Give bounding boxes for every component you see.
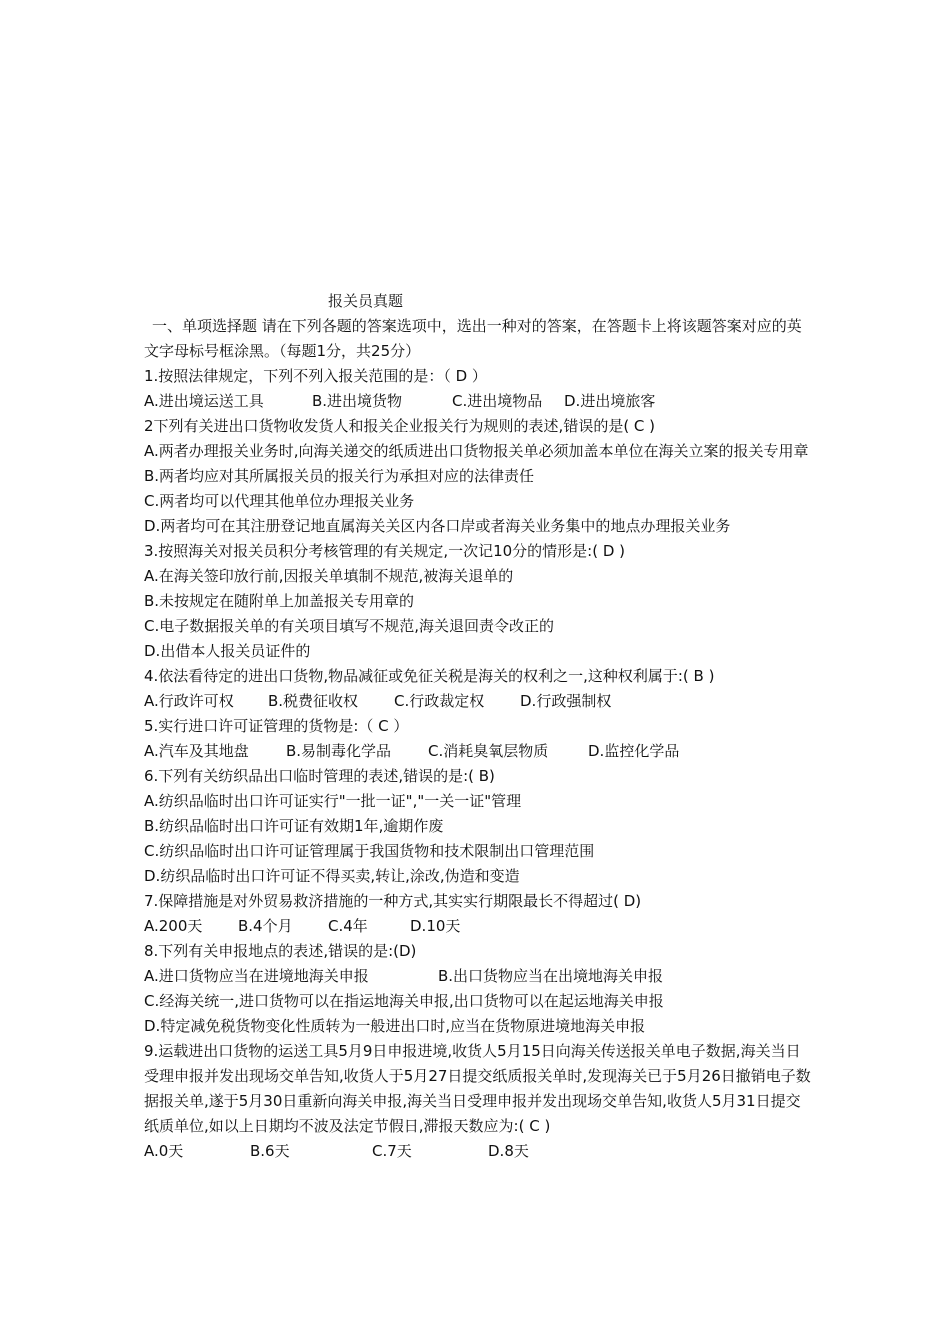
option-b: B.纺织品临时出口许可证有效期1年,逾期作废 bbox=[144, 817, 444, 835]
option-a: A.行政许可权 bbox=[144, 692, 234, 710]
option-c: C.纺织品临时出口许可证管理属于我国货物和技术限制出口管理范围 bbox=[144, 842, 595, 860]
option-c: C.进出境物品 bbox=[452, 392, 543, 410]
option-d: D.8天 bbox=[488, 1142, 529, 1160]
option-a: A.纺织品临时出口许可证实行"一批一证","一关一证"管理 bbox=[144, 792, 522, 810]
question-6: 6.下列有关纺织品出口临时管理的表述,错误的是:( B) bbox=[144, 767, 495, 785]
option-c: C.行政裁定权 bbox=[394, 692, 485, 710]
option-c: C.经海关统一,进口货物可以在指运地海关申报,出口货物可以在起运地海关申报 bbox=[144, 992, 664, 1010]
option-d: D.纺织品临时出口许可证不得买卖,转让,涂改,伪造和变造 bbox=[144, 867, 520, 885]
option-a: A.汽车及其地盘 bbox=[144, 742, 249, 760]
question-4-options bbox=[144, 689, 814, 714]
section-intro: 一、单项选择题 请在下列各题的答案选项中，选出一种对的答案，在答题卡上将该题答案对应的英文字母标号框涂黑。（每题1分，共25分） bbox=[144, 317, 802, 360]
question-7: 7.保障措施是对外贸易救济措施的一种方式,其实实行期限最长不得超过( D) bbox=[144, 892, 642, 910]
option-b: B.税费征收权 bbox=[268, 692, 359, 710]
option-a: A.进口货物应当在进境地海关申报 bbox=[144, 967, 369, 985]
option-b: B.6天 bbox=[250, 1142, 290, 1160]
question-8-options-ab bbox=[144, 964, 814, 989]
option-c: C.4年 bbox=[328, 917, 368, 935]
question-1: 1.按照法律规定，下列不列入报关范围的是：（ D ） bbox=[144, 367, 487, 385]
option-c: C.7天 bbox=[372, 1142, 412, 1160]
option-a: A.0天 bbox=[144, 1142, 184, 1160]
option-a: A.两者办理报关业务时,向海关递交的纸质进出口货物报关单必须加盖本单位在海关立案的报关专用章 bbox=[144, 442, 809, 460]
option-d: D.进出境旅客 bbox=[564, 392, 656, 410]
option-d: D.特定减免税货物变化性质转为一般进出口时,应当在货物原进境地海关申报 bbox=[144, 1017, 646, 1035]
question-1-options bbox=[144, 389, 814, 414]
question-4: 4.依法看待定的进出口货物,物品减征或免征关税是海关的权利之一,这种权利属于:( B ) bbox=[144, 667, 715, 685]
option-a: A.200天 bbox=[144, 917, 203, 935]
option-c: C.电子数据报关单的有关项目填写不规范,海关退回责令改正的 bbox=[144, 617, 555, 635]
option-d: D.监控化学品 bbox=[588, 742, 680, 760]
option-b: B.4个月 bbox=[238, 917, 293, 935]
option-b: B.进出境货物 bbox=[312, 392, 403, 410]
option-d: D.出借本人报关员证件的 bbox=[144, 642, 311, 660]
option-b: B.未按规定在随附单上加盖报关专用章的 bbox=[144, 592, 415, 610]
question-9-options bbox=[144, 1139, 814, 1164]
question-2: 2下列有关进出口货物收发货人和报关企业报关行为规则的表述,错误的是( C ) bbox=[144, 417, 656, 435]
document-body bbox=[144, 289, 814, 1164]
question-8: 8.下列有关申报地点的表述,错误的是:(D) bbox=[144, 942, 417, 960]
option-b: B.两者均应对其所属报关员的报关行为承担对应的法律责任 bbox=[144, 467, 535, 485]
document-title: 报关员真题 bbox=[328, 292, 404, 310]
question-5-options bbox=[144, 739, 814, 764]
option-a: A.在海关签印放行前,因报关单填制不规范,被海关退单的 bbox=[144, 567, 514, 585]
option-c: C.消耗臭氧层物质 bbox=[428, 742, 549, 760]
option-d: D.两者均可在其注册登记地直属海关关区内各口岸或者海关业务集中的地点办理报关业务 bbox=[144, 517, 731, 535]
question-3: 3.按照海关对报关员积分考核管理的有关规定,一次记10分的情形是:( D ) bbox=[144, 542, 626, 560]
option-a: A.进出境运送工具 bbox=[144, 392, 264, 410]
option-b: B.出口货物应当在出境地海关申报 bbox=[438, 967, 664, 985]
option-d: D.行政强制权 bbox=[520, 692, 612, 710]
question-5: 5.实行进口许可证管理的货物是:（ C ） bbox=[144, 717, 409, 735]
question-7-options bbox=[144, 914, 814, 939]
question-9: 9.运载进出口货物的运送工具5月9日申报进境,收货人5月15日向海关传送报关单电子数据,海关当日受理申报并发出现场交单告知,收货人于5月27日提交纸质报关单时,发现海关已于5月26日撤销电子数据报关单,遂于5月30日重新向海关申报,海关当日受理申报并发出现场交单告知,收货人5月31日提交纸质单位,如以上日期均不波及法定节假日,滞报天数应为:( C ) bbox=[144, 1042, 811, 1135]
option-b: B.易制毒化学品 bbox=[286, 742, 392, 760]
option-d: D.10天 bbox=[410, 917, 461, 935]
option-c: C.两者均可以代理其他单位办理报关业务 bbox=[144, 492, 415, 510]
